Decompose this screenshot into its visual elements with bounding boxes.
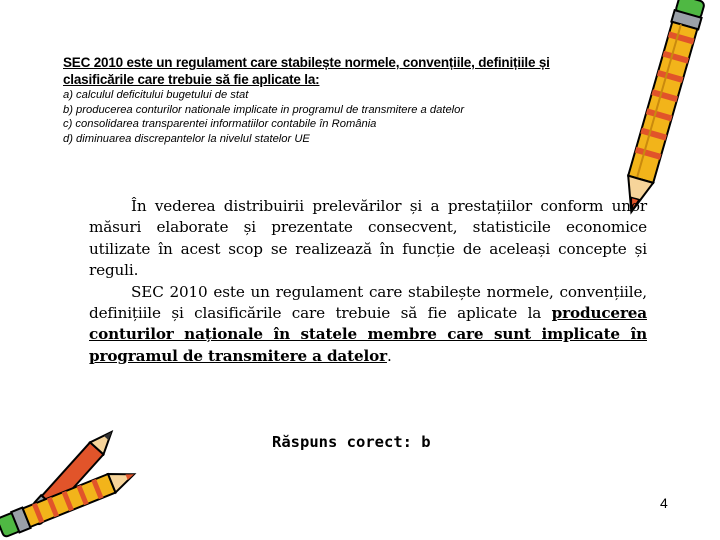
explanation-text	[89, 196, 647, 367]
explanation-end: .	[386, 346, 392, 365]
explanation-paragraph-2	[89, 282, 647, 368]
option-d: d) diminuarea discrepantelor la nivelul statelor UE	[63, 132, 310, 145]
explanation-emphasis: producerea conturilor naționale în statele membre care sunt implicate în programul de transmitere a datelor	[89, 304, 647, 365]
explanation-lead: SEC 2010 este un regulament care stabilește normele, convențiile, definițiile și clasificările care trebuie să fie aplicate la	[89, 282, 647, 323]
question-title: SEC 2010 este un regulament care stabilește normele, convențiile, definițiile și clasificările care trebuie să fie aplicate la:	[63, 55, 550, 87]
option-b: b) producerea conturilor nationale implicate in programul de transmitere a datelor	[63, 103, 465, 116]
question-block	[63, 54, 603, 146]
option-c: c) consolidarea transparentei informatiilor contabile în România	[63, 118, 377, 130]
correct-answer: Răspuns corect: b	[272, 433, 431, 451]
page-number: 4	[660, 495, 668, 511]
explanation-paragraph-1: În vederea distribuirii prelevărilor și a prestațiilor conform unor măsuri elaborate și prezentate consecvent, statisticile economice utilizate în acest scop se realizează în funcție de aceleași concepte și reguli.	[89, 197, 647, 280]
pencils-icon	[0, 425, 140, 540]
option-a: a) calculul deficitului bugetului de stat	[63, 89, 249, 101]
